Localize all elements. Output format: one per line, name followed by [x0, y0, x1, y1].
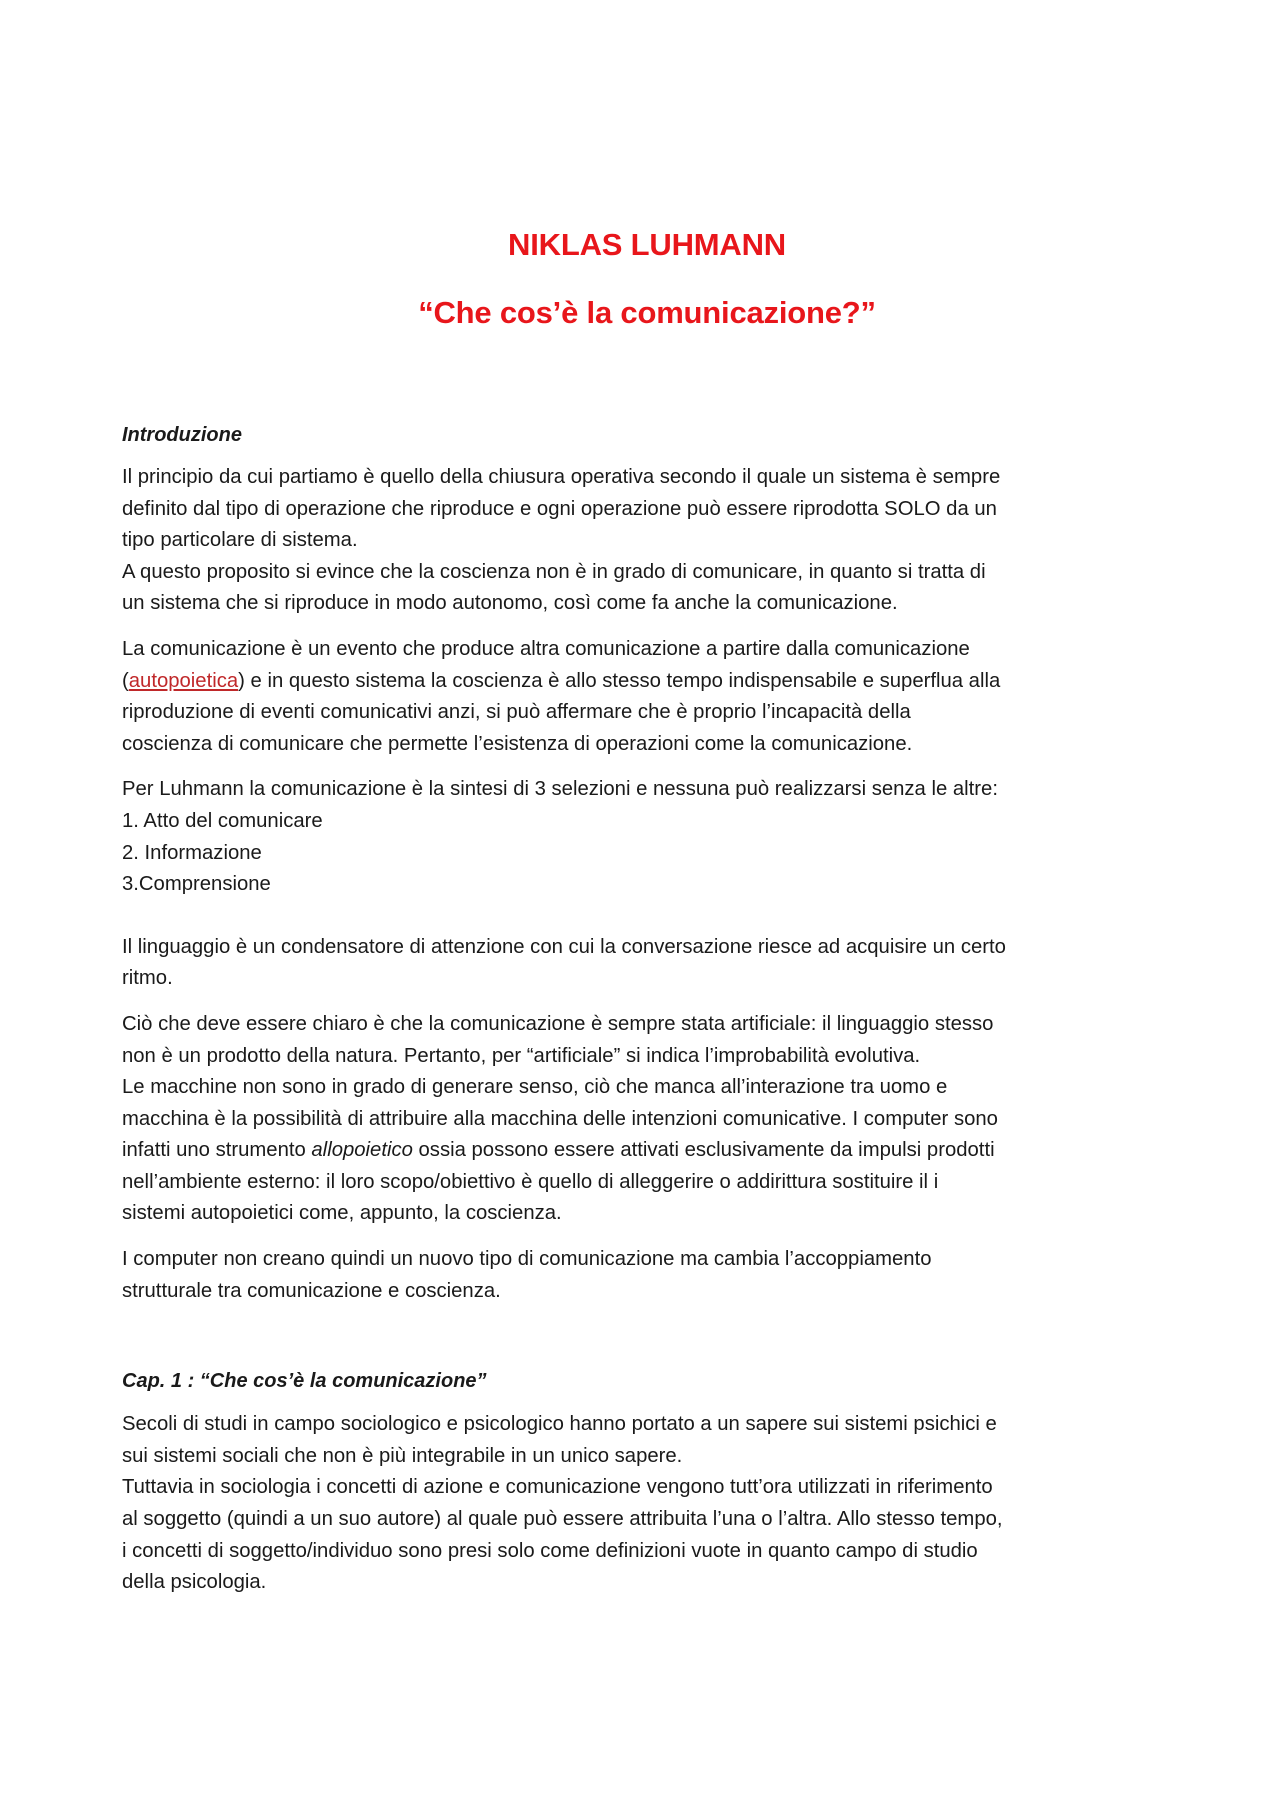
- paragraph-intro-3: [122, 774, 1172, 900]
- text-line: non è un prodotto della natura. Pertanto, per “artificiale” si indica l’improbabilità evolutiva.: [122, 1044, 921, 1067]
- text-line: Tuttavia in sociologia i concetti di azione e comunicazione vengono tutt’ora utilizzati in riferimento: [122, 1476, 993, 1499]
- text-line: sistemi autopoietici come, appunto, la coscienza.: [122, 1202, 562, 1225]
- list-item: 2. Informazione: [122, 841, 262, 864]
- text-line: coscienza di comunicare che permette l’esistenza di operazioni come la comunicazione.: [122, 732, 913, 755]
- autopoietica-link[interactable]: autopoietica: [128, 669, 239, 692]
- text-line: i concetti di soggetto/individuo sono presi solo come definizioni vuote in quanto campo di studio: [122, 1539, 978, 1562]
- text-line: ritmo.: [122, 967, 173, 990]
- text-line: I computer non creano quindi un nuovo tipo di comunicazione ma cambia l’accoppiamento: [122, 1248, 932, 1271]
- text-fragment: (: [122, 669, 129, 692]
- text-fragment: ossia possono essere attivati esclusivamente da impulsi prodotti: [412, 1139, 995, 1162]
- text-fragment: infatti uno strumento: [122, 1139, 312, 1162]
- text-line: al soggetto (quindi a un suo autore) al quale può essere attribuita l’una o l’altra. Allo stesso tempo,: [122, 1508, 1003, 1531]
- text-line: riproduzione di eventi comunicativi anzi, si può affermare che è proprio l’incapacità della: [122, 701, 911, 724]
- document-subtitle: “Che cos’è la comunicazione?”: [418, 295, 876, 330]
- paragraph-intro-5: [122, 1009, 1172, 1230]
- text-line: Il principio da cui partiamo è quello della chiusura operativa secondo il quale un sistema è sempre: [122, 466, 1001, 488]
- italic-term: allopoietico: [311, 1139, 413, 1162]
- text-line: A questo proposito si evince che la coscienza non è in grado di comunicare, in quanto si tratta di: [122, 560, 986, 583]
- document-title: NIKLAS LUHMANN: [508, 227, 786, 262]
- list-item: 1. Atto del comunicare: [122, 809, 323, 832]
- text-line: sui sistemi sociali che non è più integrabile in un unico sapere.: [122, 1444, 683, 1467]
- text-fragment: ) e in questo sistema la coscienza è allo stesso tempo indispensabile e superflua alla: [238, 669, 1001, 692]
- text-line: Il linguaggio è un condensatore di attenzione con cui la conversazione riesce ad acquisire un certo: [122, 935, 1006, 958]
- text-line: definito dal tipo di operazione che riproduce e ogni operazione può essere riprodotta SOLO da un: [122, 497, 997, 520]
- text-line: Le macchine non sono in grado di generare senso, ciò che manca all’interazione tra uomo e: [122, 1076, 948, 1099]
- paragraph-intro-1: [122, 462, 1172, 620]
- text-line: tipo particolare di sistema.: [122, 529, 358, 552]
- section-heading-introduzione: Introduzione: [122, 424, 242, 446]
- paragraph-intro-2: [122, 634, 1172, 760]
- text-line: un sistema che si riproduce in modo autonomo, così come fa anche la comunicazione.: [122, 592, 898, 615]
- text-line: La comunicazione è un evento che produce altra comunicazione a partire dalla comunicazione: [122, 637, 970, 660]
- text-line: della psicologia.: [122, 1571, 267, 1594]
- paragraph-cap1-1: [122, 1409, 1172, 1599]
- paragraph-intro-4: [122, 932, 1172, 995]
- text-line: nell’ambiente esterno: il loro scopo/obiettivo è quello di alleggerire o addirittura sostituire il i: [122, 1170, 939, 1193]
- text-line: strutturale tra comunicazione e coscienza.: [122, 1279, 501, 1302]
- text-line: Per Luhmann la comunicazione è la sintesi di 3 selezioni e nessuna può realizzarsi senza le altre:: [122, 778, 998, 801]
- text-line: Ciò che deve essere chiaro è che la comunicazione è sempre stata artificiale: il linguaggio stesso: [122, 1012, 994, 1035]
- paragraph-intro-6: [122, 1244, 1172, 1307]
- text-line: macchina è la possibilità di attribuire alla macchina delle intenzioni comunicative. I computer sono: [122, 1107, 998, 1130]
- section-heading-cap-1: Cap. 1 : “Che cos’è la comunicazione”: [122, 1370, 487, 1393]
- list-item: 3.Comprensione: [122, 873, 271, 896]
- document-page: [122, 225, 1172, 1599]
- text-line: Secoli di studi in campo sociologico e psicologico hanno portato a un sapere sui sistemi psichici e: [122, 1413, 997, 1436]
